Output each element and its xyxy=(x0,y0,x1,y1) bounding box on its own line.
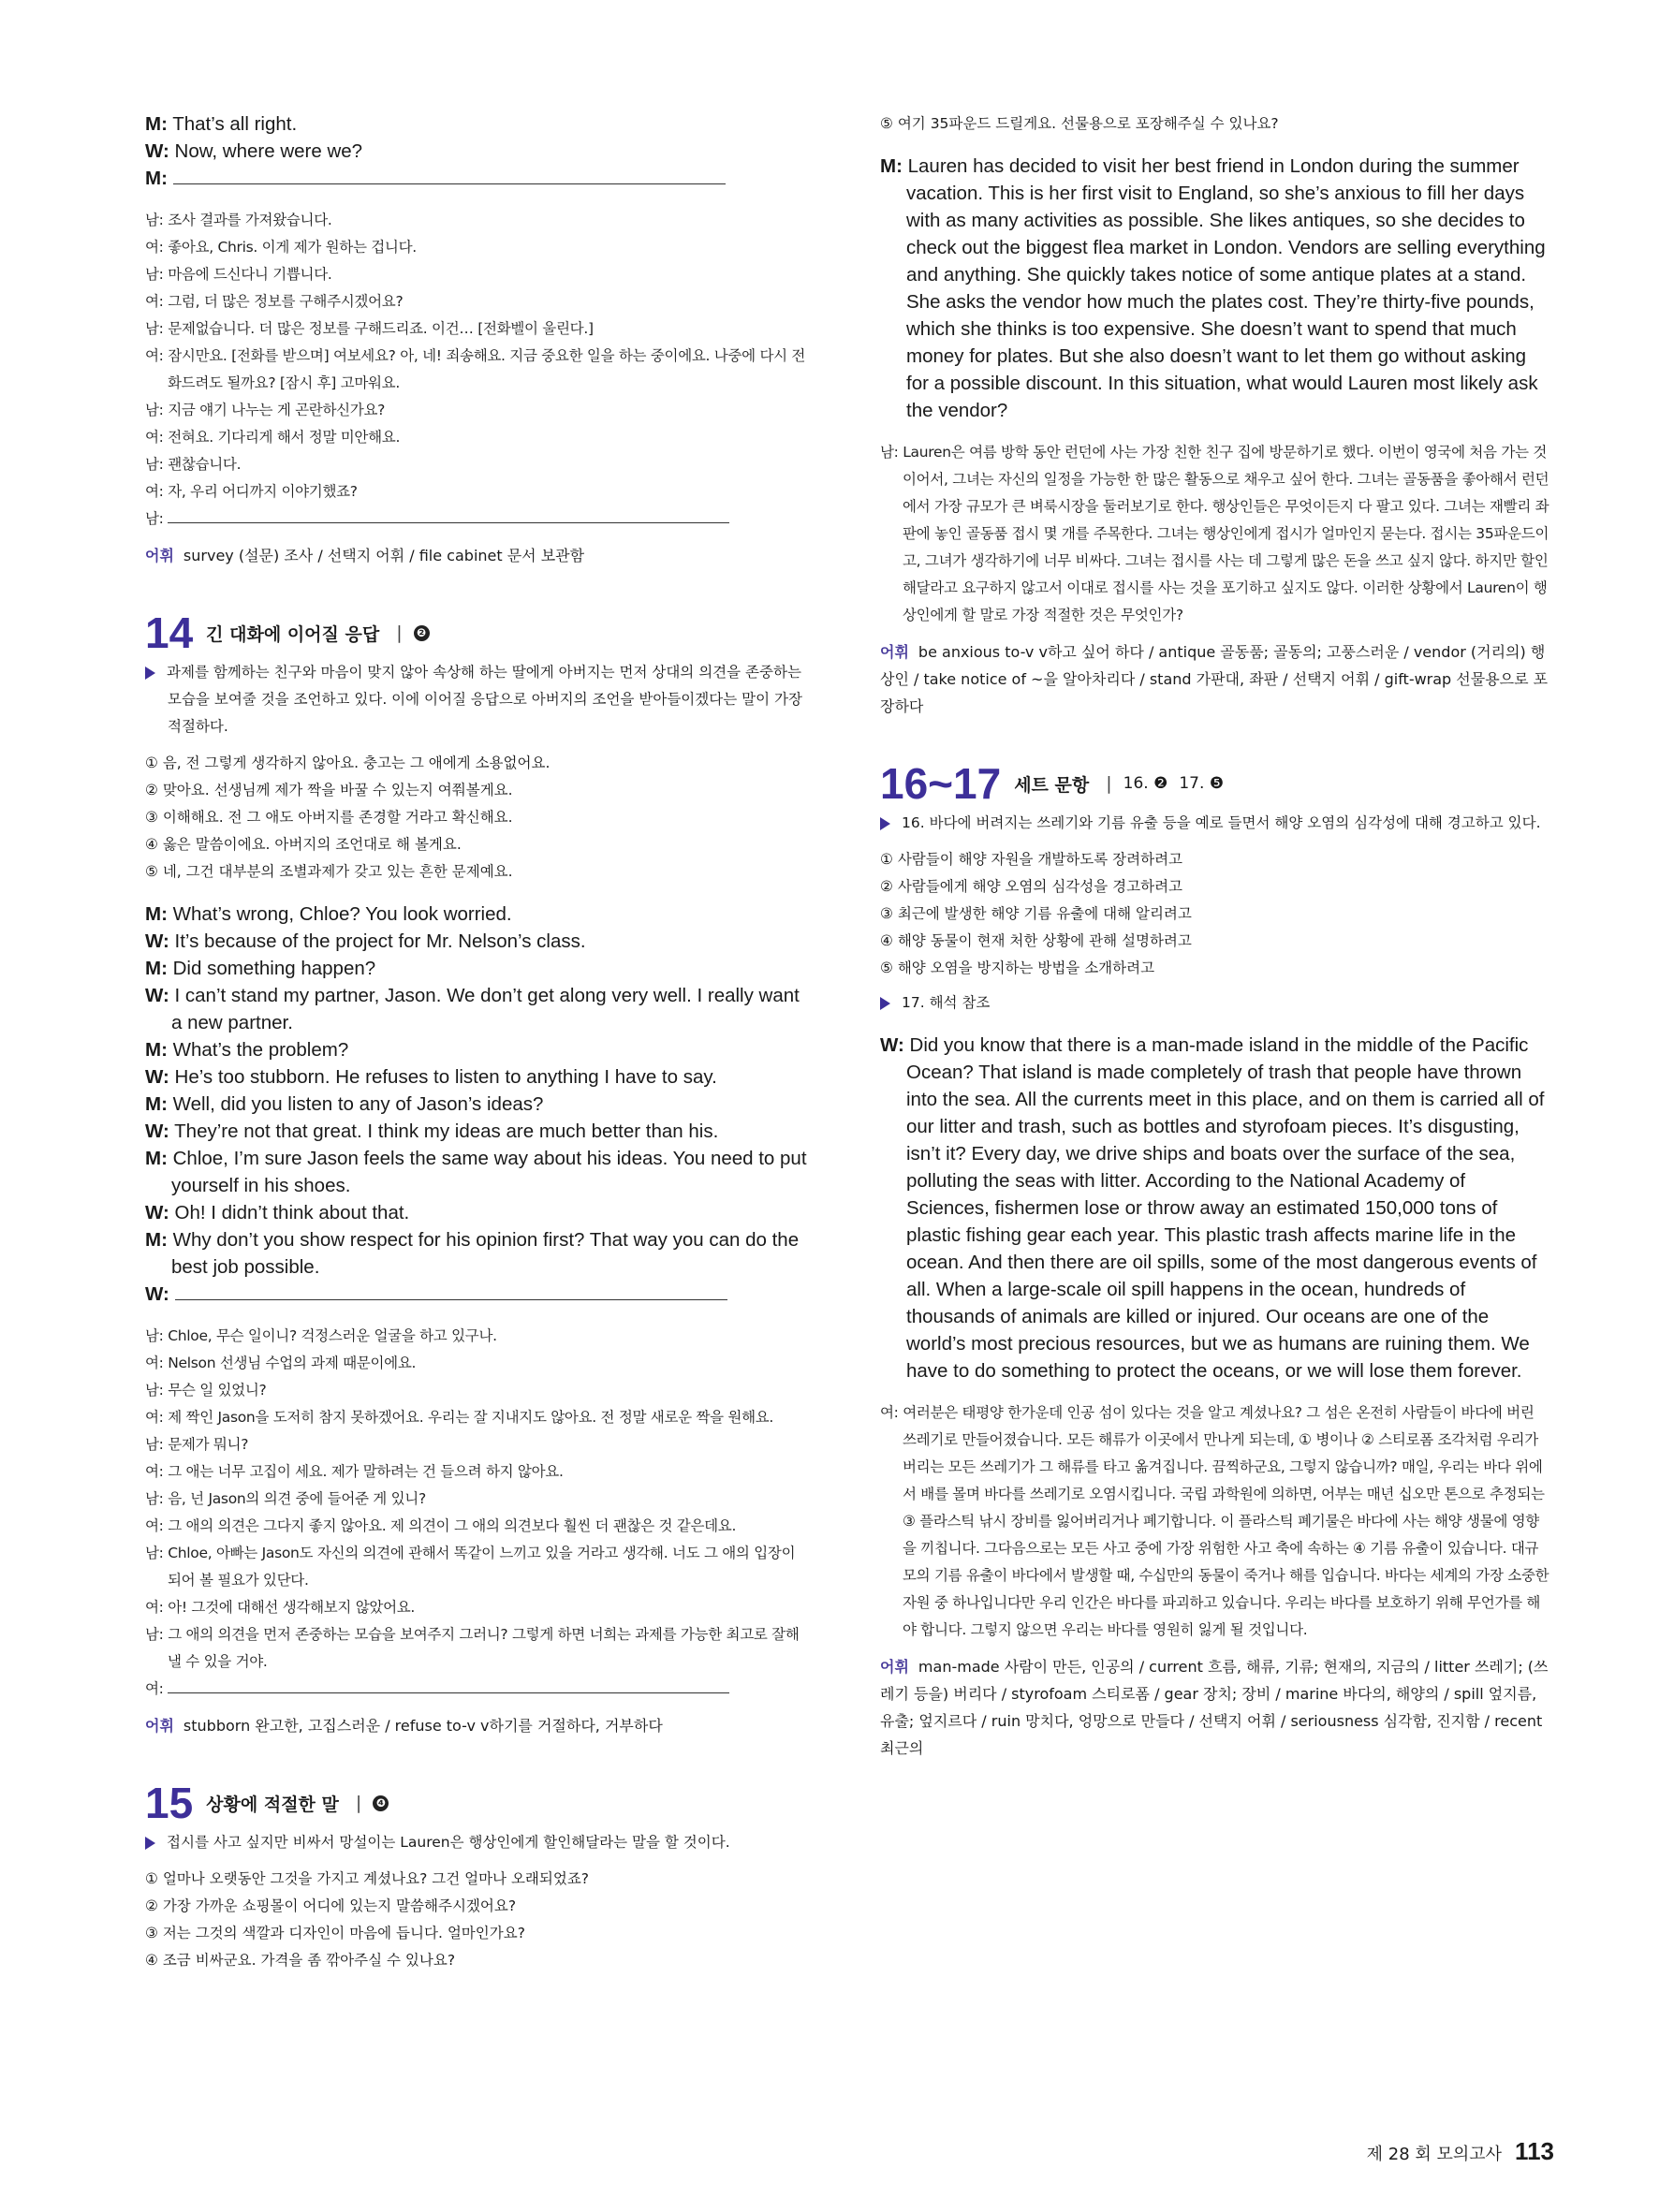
triangle-bullet-icon xyxy=(880,997,890,1010)
exam-label: 제 28 회 모의고사 xyxy=(1366,2145,1503,2164)
answer-badge: ❷ xyxy=(414,625,430,641)
translation-line: 여: 좋아요, Chris. 이게 제가 원하는 겁니다. xyxy=(145,239,417,256)
dialogue-line xyxy=(145,1199,810,1226)
options-list xyxy=(145,750,810,886)
dialogue-line xyxy=(145,1281,810,1308)
right-column xyxy=(880,110,1549,1762)
dialogue-line xyxy=(145,1091,810,1118)
options-list xyxy=(880,846,1549,982)
speaker: W: xyxy=(880,1034,904,1056)
speaker: 남: xyxy=(145,510,164,527)
section-number: 16~17 xyxy=(880,759,1002,808)
speaker: M: xyxy=(145,113,168,135)
dialogue-line xyxy=(145,1145,810,1199)
line-text: It’s because of the project for Mr. Nelson’s class. xyxy=(174,930,586,952)
dialogue-line xyxy=(145,1063,810,1091)
translation-line: 남: Chloe, 무슨 일이니? 걱정스러운 얼굴을 하고 있구나. xyxy=(145,1327,497,1344)
section-title: 긴 대화에 이어질 응답 xyxy=(206,623,380,645)
speaker: M: xyxy=(145,958,168,979)
translation-line: 남: 음, 넌 Jason의 의견 중에 들어준 게 있니? xyxy=(145,1490,426,1507)
vocab-text: man-made 사람이 만든, 인공의 / current 흐름, 해류, 기류; 현재의, 지금의 / litter 쓰레기; (쓰레기 등을) 버리다 / styrofoam 스티로폼 / gear 장치; 장비 / marine 바다의, 해양의 / spill 엎지름, 유출; 엎지르다 / ruin 망치다, 엉망으로 만들다 / 선택지 어휘 / seriousness 심각함, 진지함 / recent 최근의 xyxy=(880,1658,1549,1757)
translation-line: 남: 지금 얘기 나누는 게 곤란하신가요? xyxy=(145,402,386,418)
vocab-label: 어휘 xyxy=(145,1717,174,1735)
vocab-box xyxy=(145,1712,810,1739)
line-text: Chloe, I’m sure Jason feels the same way about his ideas. You need to put yourself in his shoes. xyxy=(171,1148,807,1196)
line-text: Did you know that there is a man-made island in the middle of the Pacific Ocean? That island is made completely of trash that people have thrown into the sea. All the currents meet in this place, and on them is carried all of our litter and trash, such as bottles and styrofoam pieces. It’s disgusting, isn’t it? Every day, we drive ships and boats over the surface of the sea, polluting the seas with litter. According to the National Academy of Sciences, fishermen lose or throw away an estimated 150,000 tons of plastic fishing gear each year. This plastic trash affects marine life in the ocean. And then there are oil spills, some of the most dangerous events of all. When a large-scale oil spill happens in the ocean, hundreds of thousands of animals are killed or injured. Our oceans are one of the world’s most precious resources, but we as humans are ruining them. We have to do something to protect the oceans, or we will lose them forever. xyxy=(906,1034,1545,1382)
speaker: M: xyxy=(145,1093,168,1115)
vocab-box xyxy=(145,542,810,569)
answer-blank xyxy=(168,505,729,523)
korean-translation-14 xyxy=(145,1323,810,1703)
explanation-note xyxy=(145,659,810,740)
speaker: M: xyxy=(145,1039,168,1061)
dialogue-line xyxy=(145,1226,810,1281)
vocab-text: survey (설문) 조사 / 선택지 어휘 / file cabinet 문서 보관함 xyxy=(183,547,585,564)
translation-line xyxy=(145,505,810,533)
section-number: 15 xyxy=(145,1779,194,1827)
answer-badge-16: 16. ❷ xyxy=(1123,774,1168,793)
translation-line: 남: 그 애의 의견을 먼저 존중하는 모습을 보여주지 그러니? 그렇게 하면 너희는 과제를 가능한 최고로 잘해낼 수 있을 거야. xyxy=(145,1626,800,1670)
option-item: ④ 해양 동물이 현재 처한 상황에 관해 설명하려고 xyxy=(880,932,1192,949)
divider: | xyxy=(1106,773,1112,794)
dialogue-line xyxy=(145,138,810,165)
translation-line: 남: 문제없습니다. 더 많은 정보를 구해드리죠. 이건… [전화벨이 울린다.] xyxy=(145,320,594,337)
note-text: 접시를 사고 싶지만 비싸서 망설이는 Lauren은 행상인에게 할인해달라는 말을 할 것이다. xyxy=(167,1834,730,1851)
option-item: ① 음, 전 그렇게 생각하지 않아요. 충고는 그 애에게 소용없어요. xyxy=(145,754,551,771)
section-number: 14 xyxy=(145,608,194,657)
speaker: M: xyxy=(145,168,168,189)
page-number: 113 xyxy=(1515,2137,1554,2165)
option-item: ② 맞아요. 선생님께 제가 짝을 바꿀 수 있는지 여쭤볼게요. xyxy=(145,782,513,798)
answer-badge-17: 17. ❺ xyxy=(1179,774,1225,793)
option-item: ① 얼마나 오랫동안 그것을 가지고 계셨나요? 그건 얼마나 오래되었죠? xyxy=(145,1870,590,1887)
speaker: W: xyxy=(145,1121,169,1142)
answer-blank xyxy=(175,1282,727,1300)
translation-line: 남: 문제가 뭐니? xyxy=(145,1436,249,1453)
dialogue-line xyxy=(880,153,1549,424)
script-16-17 xyxy=(880,1032,1549,1384)
line-text: What’s wrong, Chloe? You look worried. xyxy=(172,903,512,925)
options-list xyxy=(145,1866,810,1974)
dialogue-line xyxy=(145,110,810,138)
speaker: W: xyxy=(145,1202,169,1223)
note-text: 17. 해석 참조 xyxy=(902,994,991,1011)
line-text: Well, did you listen to any of Jason’s ideas? xyxy=(172,1093,544,1115)
section-header-15 xyxy=(145,1779,810,1827)
line-text: They’re not that great. I think my ideas are much better than his. xyxy=(174,1121,719,1142)
translation-line: 여: 여러분은 태평양 한가운데 인공 섬이 있다는 것을 알고 계셨나요? 그 섬은 온전히 사람들이 바다에 버린 쓰레기로 만들어졌습니다. 모든 해류가 이곳에서 만나게 되는데, ① 병이나 ② 스티로폼 조각처럼 우리가 버리는 모든 쓰레기가 그 해류를 타고 옮겨집니다. 끔찍하군요, 그렇지 않습니까? 매일, 우리는 바다 위에서 배를 몰며 바다를 쓰레기로 오염시킵니다. 국립 과학원에 의하면, 어부는 매년 십오만 톤으로 추정되는 ③ 플라스틱 낚시 장비를 잃어버리거나 폐기합니다. 이 플라스틱 폐기물은 바다에 사는 해양 생물에 영향을 끼칩니다. 그다음으로는 모든 사고 중에 가장 위험한 사고 축에 속하는 ④ 기름 유출이 있습니다. 대규모의 기름 유출이 바다에서 발생할 때, 수십만의 동물이 죽거나 해를 입습니다. 바다는 세계의 가장 소중한 자원 중 하나입니다만 우리 인간은 바다를 파괴하고 있습니다. 우리는 바다를 보호하기 위해 무언가를 해야 합니다. 그렇지 않으면 우리는 바다를 영원히 잃게 될 것입니다. xyxy=(880,1404,1549,1638)
dialogue-line xyxy=(145,928,810,955)
speaker: W: xyxy=(145,930,169,952)
answer-badge: ❹ xyxy=(373,1795,389,1811)
speaker: W: xyxy=(145,140,169,162)
translation-line: 여: Nelson 선생님 수업의 과제 때문이에요. xyxy=(145,1355,417,1371)
dialogue-line xyxy=(145,982,810,1036)
translation-line: 남: 조사 결과를 가져왔습니다. xyxy=(145,212,332,228)
dialogue-line xyxy=(145,955,810,982)
option-item: ① 사람들이 해양 자원을 개발하도록 장려하려고 xyxy=(880,851,1183,868)
line-text: Why don’t you show respect for his opinion first? That way you can do the best job possible. xyxy=(171,1229,800,1278)
korean-translation-15 xyxy=(880,439,1549,629)
translation-line: 여: 아! 그것에 대해선 생각해보지 않았어요. xyxy=(145,1599,416,1616)
line-text: Lauren has decided to visit her best friend in London during the summer vacation. This is her first visit to England, so she’s anxious to fill her days with as many activities as possible. She likes antiques, so she decides to check out the biggest flea market in London. Vendors are selling everything and anything. She quickly takes notice of some antique plates at a stand. She asks the vendor how much the plates cost. They’re thirty-five pounds, which she thinks is too expensive. She doesn’t want to spend that much money for plates. But she also doesn’t want to let them go without asking for a possible discount. In this situation, what would Lauren most likely ask the vendor? xyxy=(906,155,1546,421)
speaker: M: xyxy=(145,1148,168,1169)
option-item: ④ 조금 비싸군요. 가격을 좀 깎아주실 수 있나요? xyxy=(145,1952,456,1969)
vocab-text: be anxious to-v v하고 싶어 하다 / antique 골동품; 골동의; 고풍스러운 / vendor (거리의) 행상인 / take notice of ~을 알아차리다 / stand 가판대, 좌판 / 선택지 어휘 / gift-wrap 선물용으로 포장하다 xyxy=(880,643,1549,715)
options-list-continued xyxy=(880,110,1549,138)
option-item: ② 가장 가까운 쇼핑몰이 어디에 있는지 말씀해주시겠어요? xyxy=(145,1897,517,1914)
section-title: 세트 문항 xyxy=(1014,774,1090,796)
dialogue-line xyxy=(145,1118,810,1145)
line-text: Now, where were we? xyxy=(174,140,363,162)
option-item: ③ 이해해요. 전 그 애도 아버지를 존경할 거라고 확신해요. xyxy=(145,809,513,826)
triangle-bullet-icon xyxy=(880,817,890,830)
answer-blank xyxy=(168,1676,729,1693)
translation-line: 남: Lauren은 여름 방학 동안 런던에 사는 가장 친한 친구 집에 방문하기로 했다. 이번이 영국에 처음 가는 것이어서, 그녀는 자신의 일정을 가능한 한 많은 활동으로 채우고 싶어 한다. 그녀는 골동품을 좋아해서 런던에서 가장 규모가 큰 벼룩시장을 둘러보기로 한다. 행상인들은 무엇이든지 다 팔고 있다. 그녀는 재빨리 좌판에 놓인 골동품 접시 몇 개를 주목한다. 그녀는 행상인에게 접시가 얼마인지 묻는다. 접시는 35파운드이고, 그녀가 생각하기에 너무 비싸다. 그녀는 접시를 사는 데 그렇게 많은 돈을 쓰고 싶지 않다. 하지만 할인해달라고 요구하지 않고서 이대로 접시를 사는 것을 포기하고 싶지도 않다. 이러한 상황에서 Lauren이 행상인에게 할 말로 가장 적절한 것은 무엇인가? xyxy=(880,444,1549,623)
explanation-note xyxy=(145,1829,810,1856)
section-title: 상황에 적절한 말 xyxy=(206,1794,339,1815)
option-item: ④ 옳은 말씀이에요. 아버지의 조언대로 해 볼게요. xyxy=(145,836,462,853)
translation-line: 여: 전혀요. 기다리게 해서 정말 미안해요. xyxy=(145,429,401,446)
divider: | xyxy=(396,623,403,643)
speaker: W: xyxy=(145,985,169,1006)
section-header-14 xyxy=(145,608,810,657)
speaker: M: xyxy=(880,155,903,177)
translation-line: 여: 그 애는 너무 고집이 세요. 제가 말하려는 건 들으려 하지 않아요. xyxy=(145,1463,564,1480)
vocab-text: stubborn 완고한, 고집스러운 / refuse to-v v하기를 거절하다, 거부하다 xyxy=(183,1717,663,1735)
speaker: 여: xyxy=(145,1680,164,1697)
vocab-label: 어휘 xyxy=(145,547,174,564)
translation-line: 남: 괜찮습니다. xyxy=(145,456,242,473)
triangle-bullet-icon xyxy=(145,1837,155,1850)
translation-line xyxy=(145,1676,810,1703)
option-item: ⑤ 해양 오염을 방지하는 방법을 소개하려고 xyxy=(880,960,1155,976)
line-text: He’s too stubborn. He refuses to listen to anything I have to say. xyxy=(174,1066,717,1088)
script-15 xyxy=(880,153,1549,424)
translation-line: 남: 마음에 드신다니 기쁩니다. xyxy=(145,266,332,283)
translation-line: 여: 잠시만요. [전화를 받으며] 여보세요? 아, 네! 죄송해요. 지금 중요한 일을 하는 중이에요. 나중에 다시 전화드려도 될까요? [잠시 후] 고마워요. xyxy=(145,347,806,391)
top-dialogue xyxy=(145,110,810,192)
line-text: What’s the problem? xyxy=(172,1039,349,1061)
left-column xyxy=(145,110,810,1974)
vocab-label: 어휘 xyxy=(880,643,909,661)
speaker: M: xyxy=(145,903,168,925)
dialogue-line xyxy=(145,901,810,928)
speaker: M: xyxy=(145,1229,168,1251)
dialogue-line xyxy=(145,165,810,192)
line-text: Did something happen? xyxy=(172,958,376,979)
translation-line: 여: 그 애의 의견은 그다지 좋지 않아요. 제 의견이 그 애의 의견보다 훨씬 더 괜찮은 것 같은데요. xyxy=(145,1517,737,1534)
option-item: ② 사람들에게 해양 오염의 심각성을 경고하려고 xyxy=(880,878,1183,895)
line-text: I can’t stand my partner, Jason. We don’t get along very well. I really want a new partner. xyxy=(171,985,800,1033)
line-text: That’s all right. xyxy=(172,113,298,135)
line-text: Oh! I didn’t think about that. xyxy=(174,1202,410,1223)
translation-line: 여: 그럼, 더 많은 정보를 구해주시겠어요? xyxy=(145,293,404,310)
triangle-bullet-icon xyxy=(145,667,155,680)
dialogue-14 xyxy=(145,901,810,1308)
section-header-16-17 xyxy=(880,759,1549,808)
translation-line: 남: Chloe, 아빠는 Jason도 자신의 의견에 관해서 똑같이 느끼고 있을 거라고 생각해. 너도 그 애의 입장이 되어 볼 필요가 있단다. xyxy=(145,1545,796,1589)
vocab-label: 어휘 xyxy=(880,1658,909,1676)
note-text: 과제를 함께하는 친구와 마음이 맞지 않아 속상해 하는 딸에게 아버지는 먼저 상대의 의견을 존중하는 모습을 보여줄 것을 조언하고 있다. 이에 이어질 응답으로 아버지의 조언을 받아들이겠다는 말이 가장 적절하다. xyxy=(167,664,802,735)
option-item: ⑤ 여기 35파운드 드릴게요. 선물용으로 포장해주실 수 있나요? xyxy=(880,115,1279,132)
translation-line: 여: 제 짝인 Jason을 도저히 참지 못하겠어요. 우리는 잘 지내지도 않아요. 전 정말 새로운 짝을 원해요. xyxy=(145,1409,774,1426)
option-item: ③ 저는 그것의 색깔과 디자인이 마음에 듭니다. 얼마인가요? xyxy=(145,1925,525,1941)
option-item: ③ 최근에 발생한 해양 기름 유출에 대해 알리려고 xyxy=(880,905,1192,922)
speaker: W: xyxy=(145,1066,169,1088)
answer-blank xyxy=(173,167,726,184)
option-item: ⑤ 네, 그건 대부분의 조별과제가 갖고 있는 흔한 문제예요. xyxy=(145,863,513,880)
dialogue-line xyxy=(145,1036,810,1063)
korean-translation-16-17 xyxy=(880,1399,1549,1644)
speaker: W: xyxy=(145,1283,169,1305)
explanation-note-17 xyxy=(880,989,1549,1017)
page-footer xyxy=(1329,2137,1554,2166)
divider: | xyxy=(355,1793,362,1813)
translation-line: 여: 자, 우리 어디까지 이야기했죠? xyxy=(145,483,358,500)
note-text: 16. 바다에 버려지는 쓰레기와 기름 유출 등을 예로 들면서 해양 오염의 심각성에 대해 경고하고 있다. xyxy=(902,814,1541,831)
top-korean-translation xyxy=(145,207,810,533)
explanation-note-16 xyxy=(880,810,1549,837)
dialogue-line xyxy=(880,1032,1549,1384)
vocab-box xyxy=(880,638,1549,720)
vocab-box xyxy=(880,1653,1549,1762)
translation-line: 남: 무슨 일 있었니? xyxy=(145,1382,267,1399)
